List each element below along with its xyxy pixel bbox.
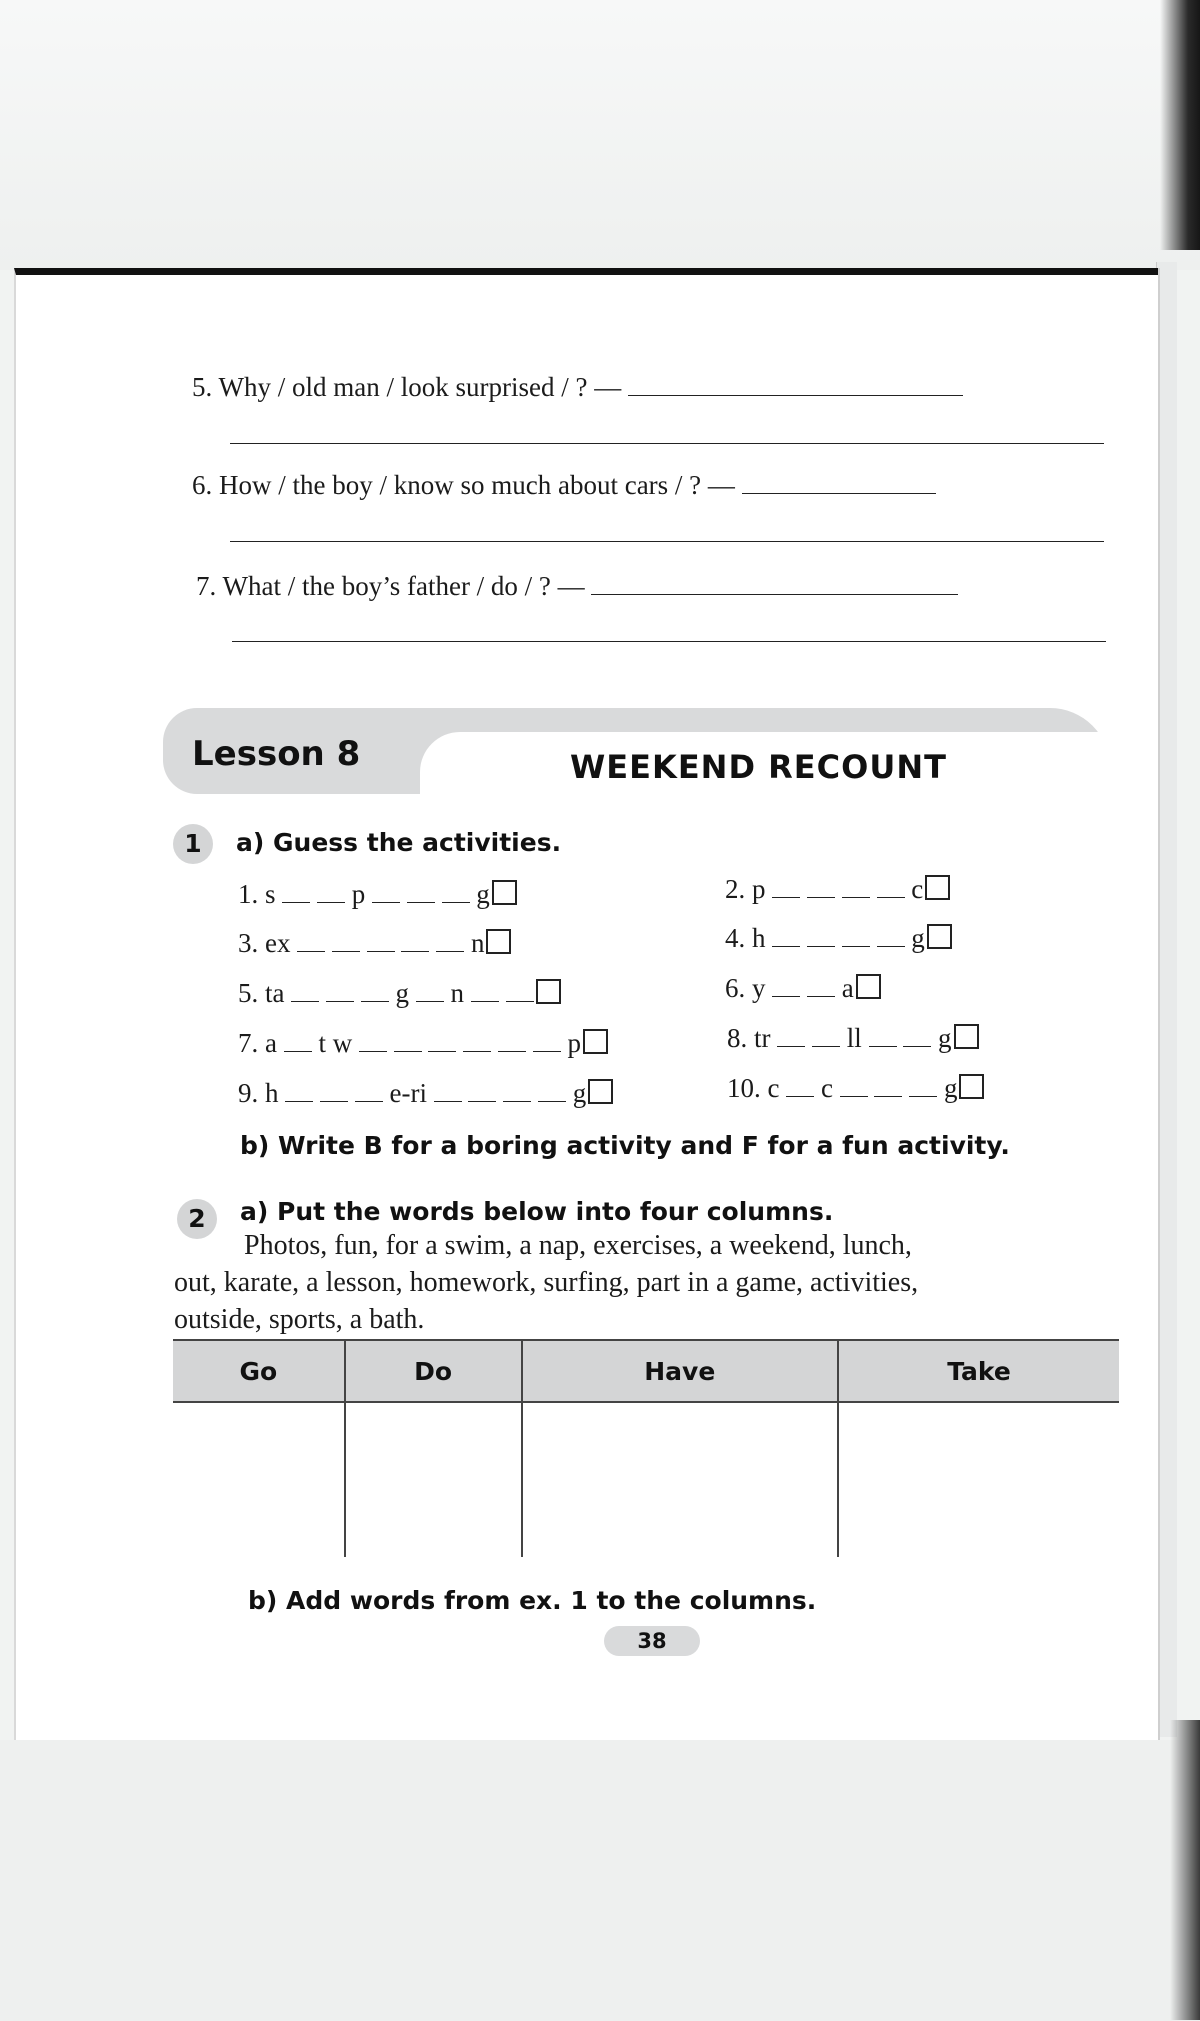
checkbox[interactable] [492,880,517,905]
activity-item-1 [238,879,517,910]
question-text: 6. How / the boy / know so much about cars / ? — [192,470,735,500]
given-letters: n [450,978,464,1008]
letter-blank[interactable] [326,981,354,1002]
answer-line[interactable] [230,443,1104,444]
lesson-label: Lesson 8 [192,734,361,774]
given-letters: g [938,1023,952,1053]
letter-blank[interactable] [442,902,470,903]
answer-line[interactable] [742,471,936,494]
column-header-have: Have [522,1340,838,1402]
letter-blank[interactable] [428,1031,456,1052]
letter-blank[interactable] [436,931,464,952]
exercise-number-badge: 1 [173,824,213,864]
checkbox[interactable] [927,924,952,949]
given-letters: g [943,1073,958,1103]
activity-item-7 [238,1028,608,1059]
activity-item-10 [727,1073,984,1104]
letter-blank[interactable] [506,981,534,1002]
question-5 [192,372,963,403]
column-cell-do[interactable] [345,1402,522,1557]
letter-blank[interactable] [807,877,835,898]
word-list-line: outside, sports, a bath. [174,1304,425,1335]
letter-blank[interactable] [471,981,499,1002]
scan-background-bottom [0,1740,1200,2021]
letter-blank[interactable] [777,1026,805,1047]
word-list [174,1227,1124,1338]
column-cell-go[interactable] [173,1402,345,1557]
letter-blank[interactable] [538,1081,566,1102]
letter-blank[interactable] [320,1081,348,1102]
activity-item-4 [725,923,952,954]
letter-blank[interactable] [282,902,310,903]
checkbox[interactable] [925,875,950,900]
letter-blank[interactable] [533,1031,561,1052]
letter-blank[interactable] [359,1031,387,1052]
item-start: 7. a [238,1028,277,1058]
column-header-take: Take [838,1340,1119,1402]
letter-blank[interactable] [291,981,319,1002]
item-start: 10. c [727,1073,780,1103]
checkbox[interactable] [583,1029,608,1054]
checkbox[interactable] [536,979,561,1004]
letter-blank[interactable] [285,1081,313,1102]
scan-shadow-bottom [1170,1720,1200,2020]
given-letters: n [470,928,485,958]
scan-background [0,0,1200,270]
scan-shadow [1160,0,1200,250]
checkbox[interactable] [588,1079,613,1104]
item-start: 2. p [725,874,766,904]
letter-blank[interactable] [877,877,905,898]
letter-blank[interactable] [903,1026,931,1047]
letter-blank[interactable] [503,1081,531,1102]
lesson-title: WEEKEND RECOUNT [570,748,947,786]
exercise-2a-instruction: a) Put the words below into four columns. [240,1197,834,1226]
item-start: 8. tr [727,1023,771,1053]
letter-blank[interactable] [367,931,395,952]
letter-blank[interactable] [772,877,800,898]
item-start: 3. ex [238,928,291,958]
letter-blank[interactable] [416,981,444,1002]
answer-line[interactable] [628,373,963,396]
letter-blank[interactable] [297,931,325,952]
column-cell-have[interactable] [522,1402,838,1557]
letter-blank[interactable] [284,1031,312,1052]
letter-blank[interactable] [772,976,800,997]
letter-blank[interactable] [874,1076,902,1097]
given-letters: g [911,923,925,953]
letter-blank[interactable] [463,1031,491,1052]
given-letters: c [911,874,924,904]
exercise-2b-instruction: b) Add words from ex. 1 to the columns. [248,1586,817,1615]
letter-blank[interactable] [332,931,360,952]
column-cell-take[interactable] [838,1402,1119,1557]
letter-blank[interactable] [772,926,800,947]
checkbox[interactable] [954,1024,979,1049]
question-text: 7. What / the boy’s father / do / ? — [196,571,585,601]
activity-item-8 [727,1023,979,1054]
question-6 [192,470,936,501]
checkbox[interactable] [486,929,511,954]
given-letters: g [395,978,409,1008]
letter-blank[interactable] [812,1026,840,1047]
item-start: 9. h [238,1078,279,1108]
letter-blank[interactable] [840,1076,868,1097]
letter-blank[interactable] [786,1076,814,1097]
given-letters: g [476,879,490,909]
letter-blank[interactable] [434,1081,462,1102]
item-start: 4. h [725,923,766,953]
letter-blank[interactable] [869,1026,897,1047]
checkbox[interactable] [856,974,881,999]
letter-blank[interactable] [498,1031,526,1052]
item-start: 6. y [725,973,766,1003]
exercise-number-badge: 2 [177,1199,217,1239]
given-letters: c [820,1073,833,1103]
activity-item-2 [725,874,950,905]
letter-blank[interactable] [909,1076,937,1097]
exercise-1b-instruction: b) Write B for a boring activity and F for a fun activity. [240,1131,1010,1160]
answer-line[interactable] [232,641,1106,642]
given-letters: t w [318,1028,353,1058]
item-start: 5. ta [238,978,285,1008]
given-letters: ll [846,1023,862,1053]
letter-blank[interactable] [842,926,870,947]
item-start: 1. s [238,879,276,909]
column-header-go: Go [173,1340,345,1402]
answer-line[interactable] [591,572,958,595]
word-list-line: out, karate, a lesson, homework, surfing, part in a game, activities, [174,1267,919,1298]
letter-blank[interactable] [877,926,905,947]
question-7 [196,571,958,602]
given-letters: p [351,879,366,909]
word-columns-table [173,1339,1119,1557]
letter-blank[interactable] [401,931,429,952]
page-edge [1156,262,1177,1737]
letter-blank[interactable] [361,981,389,1002]
page-number: 38 [604,1626,700,1656]
activity-item-3 [238,928,511,959]
letter-blank[interactable] [355,1081,383,1102]
given-letters: a [841,973,854,1003]
word-list-line: Photos, fun, for a swim, a nap, exercises, a weekend, lunch, [244,1230,912,1261]
column-header-do: Do [345,1340,522,1402]
activity-item-5 [238,978,561,1009]
letter-blank[interactable] [807,926,835,947]
activity-item-6 [725,973,881,1004]
letter-blank[interactable] [468,1081,496,1102]
given-letters: p [567,1028,581,1058]
exercise-1a-instruction: a) Guess the activities. [236,828,562,857]
given-letters: g [572,1078,587,1108]
answer-line[interactable] [230,541,1104,542]
letter-blank[interactable] [842,877,870,898]
activity-item-9 [238,1078,613,1109]
letter-blank[interactable] [317,902,345,903]
question-text: 5. Why / old man / look surprised / ? — [192,372,622,402]
letter-blank[interactable] [394,1031,422,1052]
checkbox[interactable] [959,1074,984,1099]
letter-blank[interactable] [807,976,835,997]
letter-blank[interactable] [407,902,435,903]
letter-blank[interactable] [372,902,400,903]
given-letters: e-ri [389,1078,427,1108]
